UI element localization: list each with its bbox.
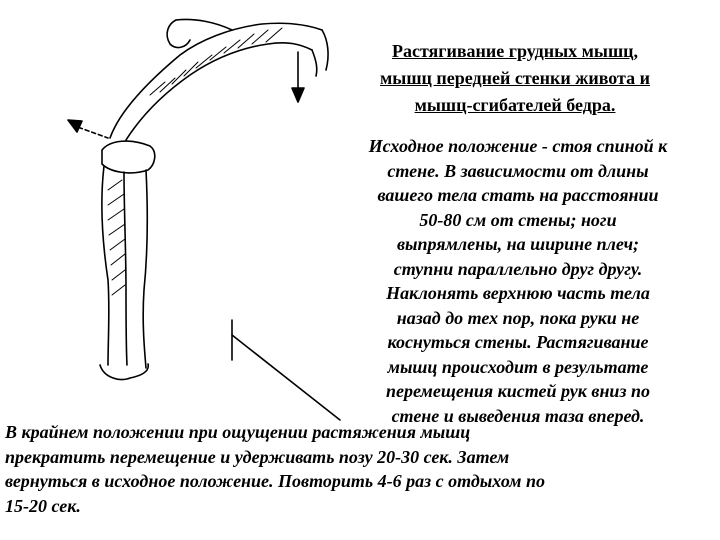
title-line: мышц-сгибателей бедра.	[414, 95, 616, 115]
feet-outline	[100, 364, 148, 379]
arrow-down-head	[292, 88, 304, 102]
description-line: Исходное положение - стоя спиной к	[368, 136, 668, 156]
arrow-left-head	[68, 120, 82, 132]
exercise-title	[335, 38, 695, 119]
exercise-description	[318, 134, 718, 428]
upper-body-outline	[110, 23, 322, 138]
exercise-instructions	[5, 420, 717, 518]
description-line: стене и выведения таза вперед.	[391, 405, 645, 426]
description-line: выпрямлены, на ширине плеч;	[396, 234, 640, 254]
title-line: Растягивание грудных мышц,	[391, 41, 639, 61]
leg-right	[143, 170, 147, 368]
description-line: мышц происходит в результате	[387, 356, 649, 377]
description-line: стене. В зависимости от длины	[387, 160, 649, 181]
instruction-line: В крайнем положении при ощущении растяжения мышц	[5, 422, 471, 442]
title-line: мышц передней стенки живота и	[380, 68, 650, 88]
pelvis-outline	[102, 141, 155, 173]
instruction-line: прекратить перемещение и удерживать позу 20-30 сек. Затем	[5, 446, 510, 467]
leg-left	[102, 166, 109, 365]
head-outline	[167, 20, 190, 47]
description-line: ступни параллельно друг другу.	[393, 258, 643, 279]
instruction-line: вернуться в исходное положение. Повторить 4-6 раз с отдыхом по	[5, 471, 545, 491]
description-line: Наклонять верхнюю часть тела	[386, 283, 650, 303]
description-line: перемещения кистей рук вниз по	[386, 381, 650, 401]
description-line: вашего тела стать на расстоянии	[377, 185, 659, 205]
description-line: коснуться стены. Растягивание	[387, 332, 649, 352]
instruction-line: 15-20 сек.	[5, 495, 81, 516]
description-line: 50-80 см от стены; ноги	[419, 209, 617, 230]
description-line: назад до тех пор, пока руки не	[396, 307, 640, 328]
